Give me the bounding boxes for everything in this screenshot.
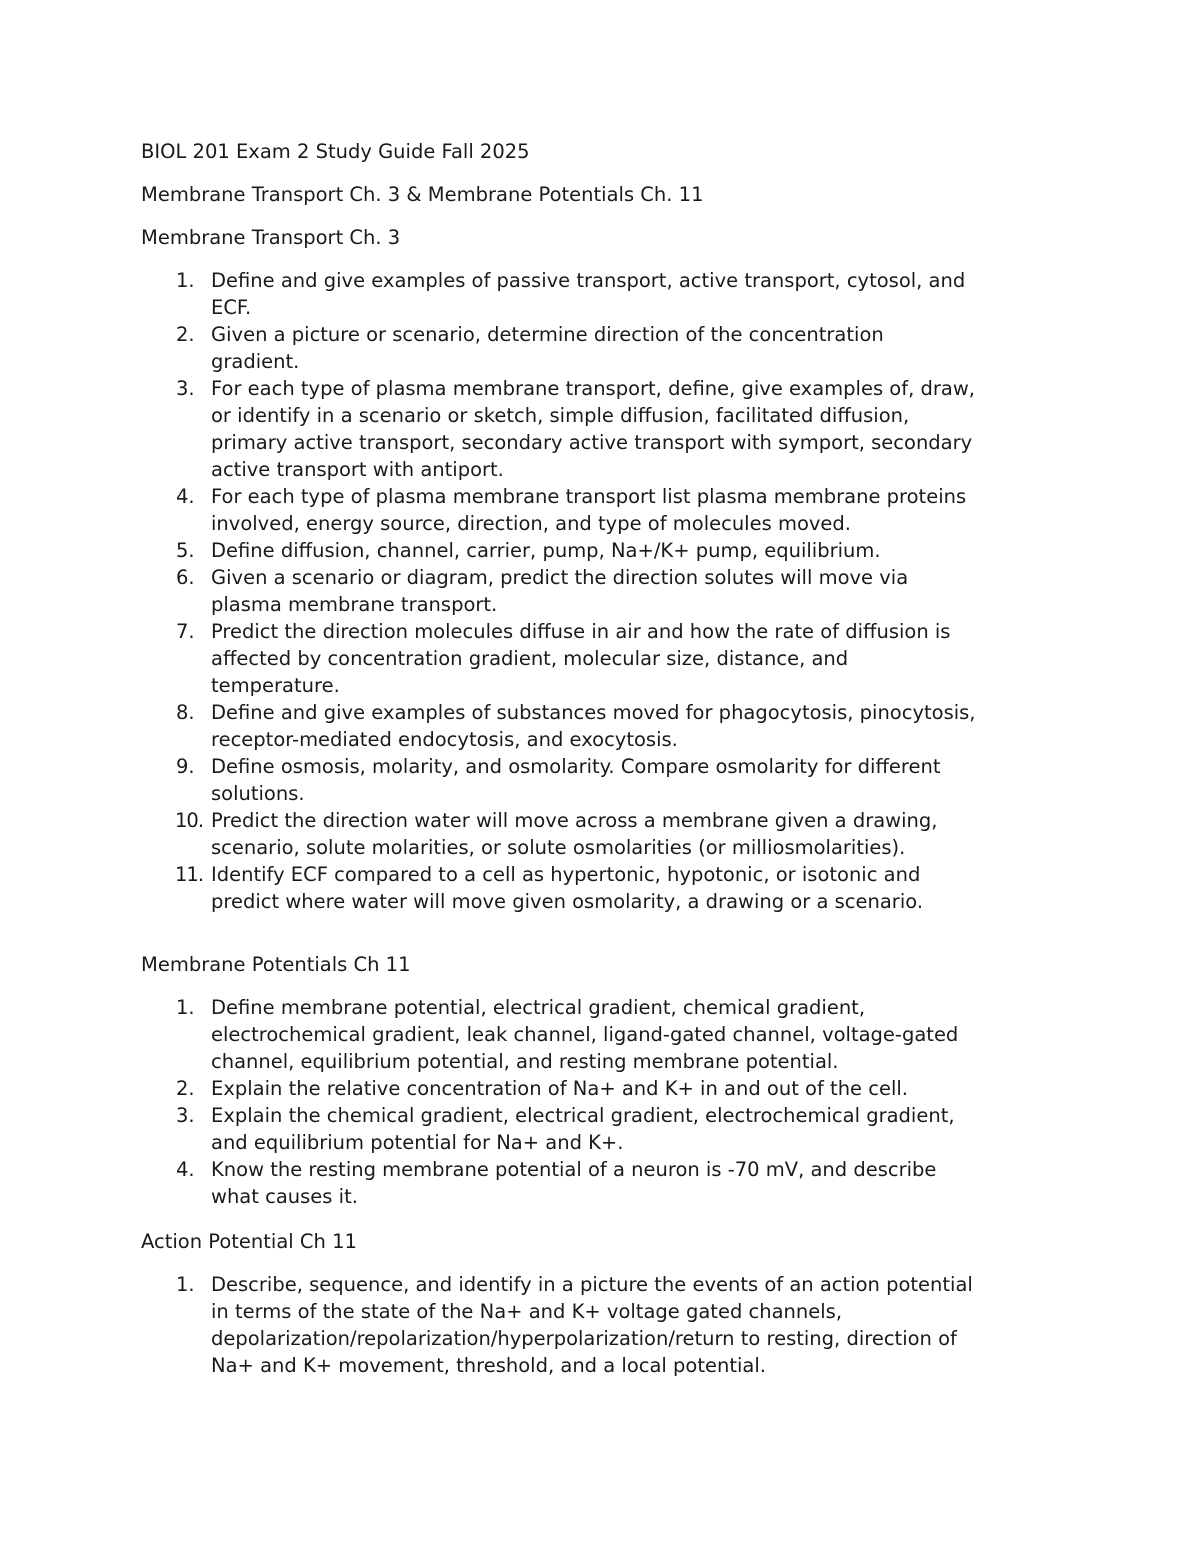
list-item-number: 10. bbox=[175, 809, 204, 832]
list-item-text bbox=[211, 1075, 1071, 1102]
list-item-text bbox=[211, 699, 1071, 753]
list-item bbox=[141, 1271, 1071, 1379]
list-item-line: For each type of plasma membrane transport, define, give examples of, draw, bbox=[211, 377, 975, 400]
list-item-line: predict where water will move given osmolarity, a drawing or a scenario. bbox=[211, 890, 924, 913]
list-item-number: 3. bbox=[176, 377, 195, 400]
list-item-text bbox=[211, 267, 1071, 321]
list-item-text bbox=[211, 1102, 1071, 1156]
list-item bbox=[141, 564, 1071, 618]
section-heading: Membrane Transport Ch. 3 bbox=[141, 226, 401, 249]
list-item-number: 8. bbox=[176, 701, 195, 724]
list-item bbox=[141, 994, 1071, 1075]
list-item-number: 3. bbox=[176, 1104, 195, 1127]
list-item-number: 6. bbox=[176, 566, 195, 589]
list-item-line: in terms of the state of the Na+ and K+ voltage gated channels, bbox=[211, 1300, 843, 1323]
list-item-text bbox=[211, 1271, 1071, 1379]
list-item-line: Explain the relative concentration of Na+ and K+ in and out of the cell. bbox=[211, 1077, 909, 1100]
list-item-number: 1. bbox=[176, 996, 195, 1019]
list-item-text bbox=[211, 1156, 1071, 1210]
list-item-line: Define and give examples of passive transport, active transport, cytosol, and bbox=[211, 269, 966, 292]
list-item-line: receptor-mediated endocytosis, and exocytosis. bbox=[211, 728, 678, 751]
list-item-line: Predict the direction water will move across a membrane given a drawing, bbox=[211, 809, 938, 832]
list-item-line: involved, energy source, direction, and type of molecules moved. bbox=[211, 512, 851, 535]
list-item-line: Know the resting membrane potential of a neuron is -70 mV, and describe bbox=[211, 1158, 937, 1181]
list-item-line: Define and give examples of substances moved for phagocytosis, pinocytosis, bbox=[211, 701, 976, 724]
list-item bbox=[141, 753, 1071, 807]
list-item-line: electrochemical gradient, leak channel, ligand-gated channel, voltage-gated bbox=[211, 1023, 959, 1046]
list-item-text bbox=[211, 753, 1071, 807]
list-item-line: depolarization/repolarization/hyperpolarization/return to resting, direction of bbox=[211, 1327, 957, 1350]
list-item-line: and equilibrium potential for Na+ and K+. bbox=[211, 1131, 624, 1154]
list-item-number: 9. bbox=[176, 755, 195, 778]
numbered-list bbox=[141, 267, 1071, 915]
document-page bbox=[141, 138, 1071, 1397]
list-item-line: what causes it. bbox=[211, 1185, 358, 1208]
list-item-line: Describe, sequence, and identify in a picture the events of an action potential bbox=[211, 1273, 973, 1296]
list-item-line: Given a scenario or diagram, predict the direction solutes will move via bbox=[211, 566, 909, 589]
list-item-text bbox=[211, 321, 1071, 375]
list-item-line: primary active transport, secondary active transport with symport, secondary bbox=[211, 431, 973, 454]
list-item-line: temperature. bbox=[211, 674, 340, 697]
list-item-number: 4. bbox=[176, 1158, 195, 1181]
list-item bbox=[141, 618, 1071, 699]
section-heading: Action Potential Ch 11 bbox=[141, 1230, 357, 1253]
list-item bbox=[141, 861, 1071, 915]
document-title: BIOL 201 Exam 2 Study Guide Fall 2025 bbox=[141, 140, 530, 163]
list-item-text bbox=[211, 807, 1071, 861]
list-item-line: For each type of plasma membrane transport list plasma membrane proteins bbox=[211, 485, 967, 508]
section-heading: Membrane Potentials Ch 11 bbox=[141, 953, 411, 976]
list-item bbox=[141, 807, 1071, 861]
list-item-line: channel, equilibrium potential, and resting membrane potential. bbox=[211, 1050, 839, 1073]
list-item-line: Na+ and K+ movement, threshold, and a local potential. bbox=[211, 1354, 766, 1377]
list-item-number: 5. bbox=[176, 539, 195, 562]
list-item-line: solutions. bbox=[211, 782, 305, 805]
list-item bbox=[141, 321, 1071, 375]
list-item-number: 4. bbox=[176, 485, 195, 508]
list-item-line: Given a picture or scenario, determine direction of the concentration bbox=[211, 323, 884, 346]
list-item-line: Define osmosis, molarity, and osmolarity. Compare osmolarity for different bbox=[211, 755, 941, 778]
list-item-line: scenario, solute molarities, or solute osmolarities (or milliosmolarities). bbox=[211, 836, 906, 859]
list-item bbox=[141, 537, 1071, 564]
list-item-line: ECF. bbox=[211, 296, 252, 319]
list-item bbox=[141, 1156, 1071, 1210]
numbered-list bbox=[141, 1271, 1071, 1379]
list-item-text bbox=[211, 861, 1071, 915]
list-item bbox=[141, 1075, 1071, 1102]
document-subtitle: Membrane Transport Ch. 3 & Membrane Potentials Ch. 11 bbox=[141, 183, 704, 206]
list-item-number: 1. bbox=[176, 269, 195, 292]
list-item-text bbox=[211, 483, 1071, 537]
list-item-line: Predict the direction molecules diffuse in air and how the rate of diffusion is bbox=[211, 620, 951, 643]
list-item-number: 7. bbox=[176, 620, 195, 643]
list-item-number: 2. bbox=[176, 1077, 195, 1100]
list-item bbox=[141, 699, 1071, 753]
list-item-line: or identify in a scenario or sketch, simple diffusion, facilitated diffusion, bbox=[211, 404, 910, 427]
list-item bbox=[141, 267, 1071, 321]
list-item-number: 11. bbox=[175, 863, 204, 886]
list-item-line: plasma membrane transport. bbox=[211, 593, 498, 616]
list-item-line: affected by concentration gradient, molecular size, distance, and bbox=[211, 647, 849, 670]
list-item-number: 1. bbox=[176, 1273, 195, 1296]
list-item bbox=[141, 1102, 1071, 1156]
list-item-text bbox=[211, 994, 1071, 1075]
list-item-text bbox=[211, 375, 1071, 483]
list-item-line: Define diffusion, channel, carrier, pump, Na+/K+ pump, equilibrium. bbox=[211, 539, 881, 562]
list-item-line: Define membrane potential, electrical gradient, chemical gradient, bbox=[211, 996, 866, 1019]
list-item-text bbox=[211, 564, 1071, 618]
sections-container bbox=[141, 224, 1071, 1379]
list-item-text bbox=[211, 618, 1071, 699]
numbered-list bbox=[141, 994, 1071, 1210]
list-item-number: 2. bbox=[176, 323, 195, 346]
list-item bbox=[141, 483, 1071, 537]
list-item-line: Explain the chemical gradient, electrical gradient, electrochemical gradient, bbox=[211, 1104, 955, 1127]
list-item-line: gradient. bbox=[211, 350, 300, 373]
list-item-text bbox=[211, 537, 1071, 564]
list-item bbox=[141, 375, 1071, 483]
list-item-line: Identify ECF compared to a cell as hypertonic, hypotonic, or isotonic and bbox=[211, 863, 921, 886]
list-item-line: active transport with antiport. bbox=[211, 458, 504, 481]
